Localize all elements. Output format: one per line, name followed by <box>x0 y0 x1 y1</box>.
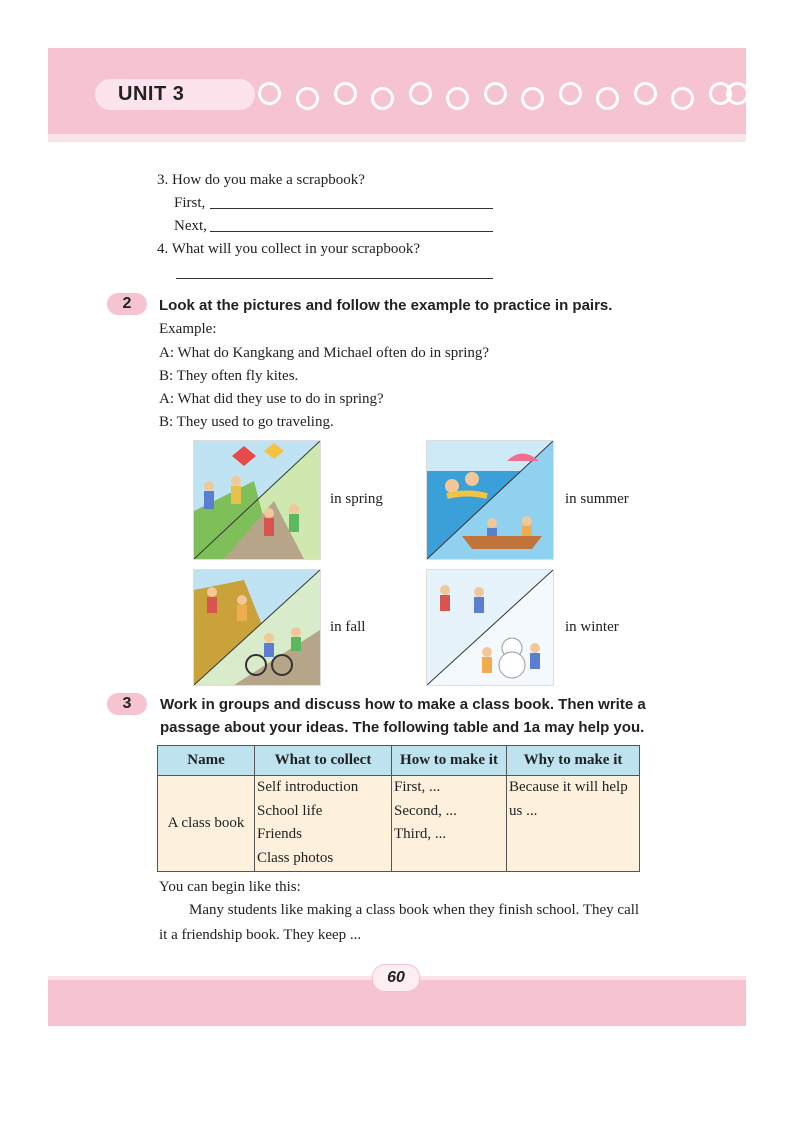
winter-picture <box>426 569 554 686</box>
spring-picture <box>193 440 321 560</box>
summer-picture <box>426 440 554 560</box>
collect-item: School life <box>257 802 323 819</box>
why-item: Because it will help <box>509 779 628 795</box>
first-answer-line[interactable] <box>210 208 493 209</box>
table-cell-why <box>507 776 640 872</box>
dialog-line: A: What did they use to do in spring? <box>159 391 384 407</box>
example-label: Example: <box>159 321 217 337</box>
circle-icon <box>296 87 319 110</box>
how-item: Third, ... <box>394 826 447 842</box>
sample-paragraph-line-1: Many students like making a class book when they finish school. They call <box>189 902 640 918</box>
circle-icon <box>484 82 507 105</box>
table-cell-name: A class book <box>158 776 255 872</box>
picture-label-summer: in summer <box>565 491 629 507</box>
header-strip <box>48 134 746 142</box>
section-3-number: 3 <box>107 693 147 715</box>
circle-icon <box>521 87 544 110</box>
class-book-table <box>157 745 640 872</box>
collect-item: Class photos <box>257 849 334 866</box>
circle-icon <box>409 82 432 105</box>
circle-icon <box>371 87 394 110</box>
how-item: Second, ... <box>394 802 457 819</box>
unit-title: UNIT 3 <box>118 83 185 105</box>
table-cell-collect <box>255 776 392 872</box>
table-cell-how <box>392 776 507 872</box>
decorative-circles <box>256 78 746 114</box>
circle-icon <box>559 82 582 105</box>
circle-icon <box>671 87 694 110</box>
table-header: How to make it <box>392 746 507 776</box>
how-item: First, ... <box>394 779 441 795</box>
table-header: What to collect <box>255 746 392 776</box>
picture-label-fall: in fall <box>330 619 366 635</box>
circle-icon <box>334 82 357 105</box>
table-header: Name <box>158 746 255 776</box>
circle-icon <box>596 87 619 110</box>
next-label: Next, <box>174 218 207 234</box>
sample-paragraph-line-2: it a friendship book. They keep ... <box>159 927 362 943</box>
question-4: 4. What will you collect in your scrapbook? <box>157 241 420 257</box>
fall-picture <box>193 569 321 686</box>
table-header: Why to make it <box>507 746 640 776</box>
circle-icon <box>634 82 657 105</box>
dialog-line: B: They used to go traveling. <box>159 414 334 430</box>
section-2-title: Look at the pictures and follow the example to practice in pairs. <box>159 297 613 314</box>
page-number: 60 <box>372 964 420 992</box>
why-item: us ... <box>509 802 538 819</box>
q4-answer-line[interactable] <box>176 278 493 279</box>
dialog-line: B: They often fly kites. <box>159 368 299 384</box>
picture-label-winter: in winter <box>565 619 619 635</box>
begin-prompt: You can begin like this: <box>159 879 301 895</box>
collect-item: Self introduction <box>257 779 359 795</box>
section-3-title-line-2: passage about your ideas. The following table and 1a may help you. <box>160 719 645 736</box>
collect-item: Friends <box>257 826 302 842</box>
section-3-title-line-1: Work in groups and discuss how to make a class book. Then write a <box>160 696 646 713</box>
circle-icon <box>258 82 281 105</box>
section-2-number: 2 <box>107 293 147 315</box>
circle-icon <box>726 82 746 105</box>
picture-label-spring: in spring <box>330 491 383 507</box>
next-answer-line[interactable] <box>210 231 493 232</box>
circle-icon <box>446 87 469 110</box>
question-3: 3. How do you make a scrapbook? <box>157 172 365 188</box>
dialog-line: A: What do Kangkang and Michael often do in spring? <box>159 345 490 361</box>
first-label: First, <box>174 195 206 211</box>
